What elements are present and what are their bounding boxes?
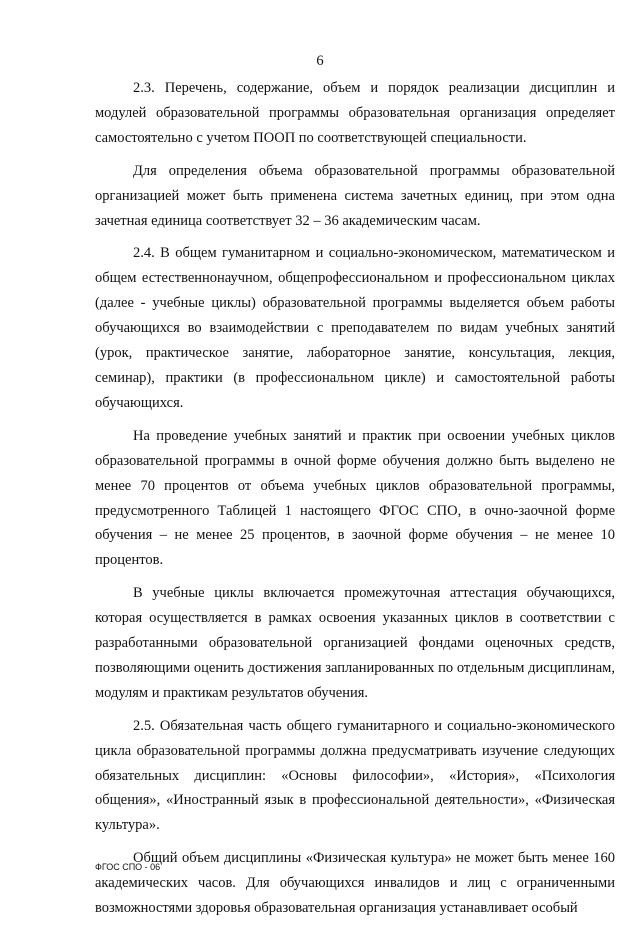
paragraph-study-forms: На проведение учебных занятий и практик при освоении учебных циклов образовательной программы в очной форме обучения должно быть выделено не менее 70 процентов от объема учебных циклов образовательной программы, предусмотренного Таблицей 1 настоящего ФГОС СПО, в очно-заочной форме обучения – не менее 25 процентов, в заочной форме обучения – не менее 10 процентов. (95, 427, 615, 569)
footer-document-code: ФГОС СПО - 06 (95, 862, 161, 872)
paragraph-2-4: 2.4. В общем гуманитарном и социально-экономическом, математическом и общем естественнонаучном, общепрофессиональном и профессиональном циклах (далее - учебные циклы) образовательной программы выделяется объем работы обучающихся во взаимодействии с преподавателем по видам учебных занятий (урок, практическое занятие, лабораторное занятие, консультация, лекция, семинар), практики (в профессиональном цикле) и самостоятельной работы обучающихся. (95, 245, 615, 411)
paragraph-credit-units: Для определения объема образовательной программы образовательной организацией может быть применена система зачетных единиц, при этом одна зачетная единица соответствует 32 – 36 академическим часам. (95, 162, 615, 229)
paragraph-physical-culture: Общий объем дисциплины «Физическая культура» не может быть менее 160 академических часов. Для обучающихся инвалидов и лиц с ограниченными возможностями здоровья образовательная организация устанавливает особый (95, 850, 615, 917)
page-number: 6 (316, 53, 324, 69)
paragraph-2-5: 2.5. Обязательная часть общего гуманитарного и социально-экономического цикла образовательной программы должна предусматривать изучение следующих обязательных дисциплин: «Основы философии», «История», «Психология общения», «Иностранный язык в профессиональной деятельности», «Физическая культура». (95, 717, 615, 834)
paragraph-2-3: 2.3. Перечень, содержание, объем и порядок реализации дисциплин и модулей образовательной программы образовательная организация определяет самостоятельно с учетом ПООП по соответствующей специальности. (95, 80, 615, 146)
document-body (95, 76, 615, 929)
paragraph-attestation: В учебные циклы включается промежуточная аттестация обучающихся, которая осуществляется в рамках освоения указанных циклов в соответствии с разработанными образовательной организацией фондами оценочных средств, позволяющими оценить достижения запланированных по отдельным дисциплинам, модулям и практикам результатов обучения. (95, 585, 615, 701)
